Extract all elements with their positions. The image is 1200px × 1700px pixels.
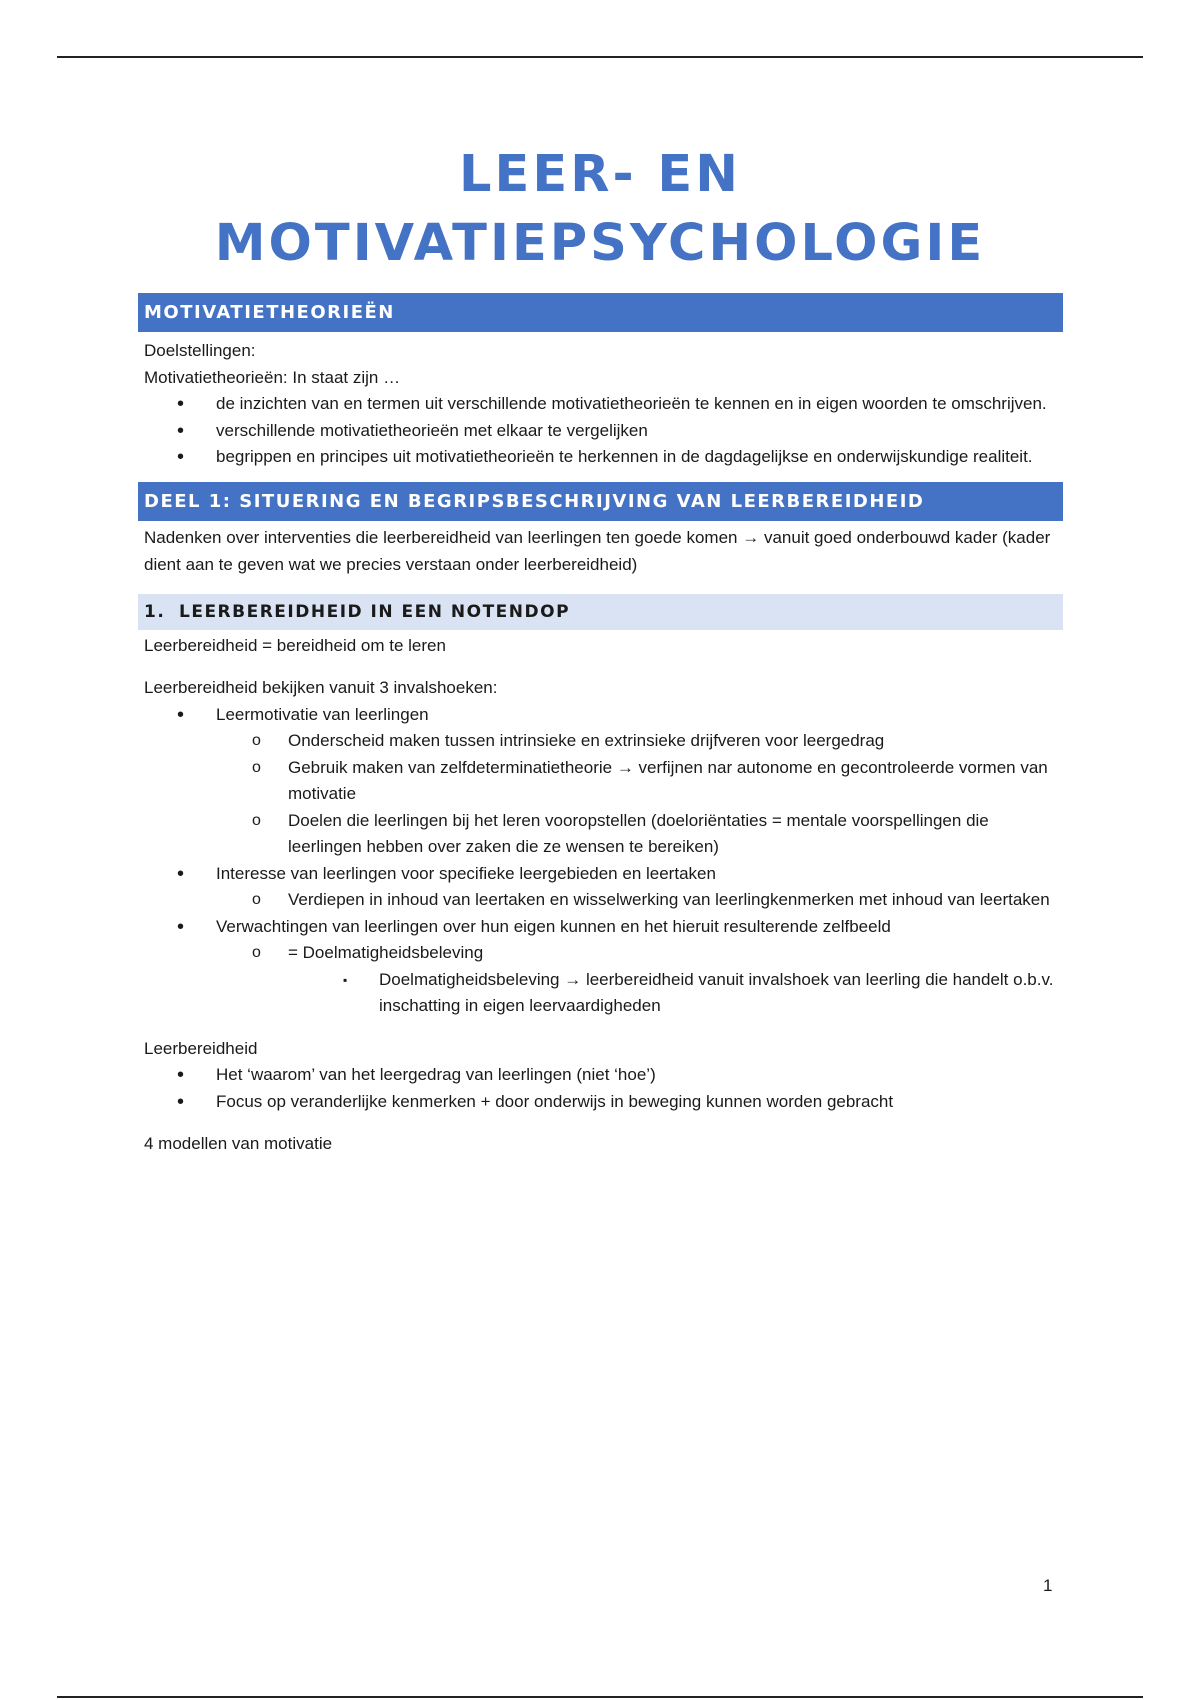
leerbereidheid-label: Leerbereidheid [144, 1038, 258, 1058]
heading-text: LEERBEREIDHEID IN EEN NOTENDOP [179, 601, 571, 622]
heading-notendop [138, 594, 1063, 630]
bullet-icon: • [177, 862, 185, 885]
heading-number: 1. [144, 601, 166, 622]
title-line-2: MOTIVATIEPSYCHOLOGIE [214, 214, 986, 273]
circle-bullet-icon: o [252, 944, 261, 961]
list-item: o Onderscheid maken tussen intrinsieke en extrinsieke drijfveren voor leergedrag [138, 728, 1063, 755]
leerbereidheid-definition: Leerbereidheid = bereidheid om te leren [144, 635, 446, 655]
doelstellingen-label: Doelstellingen: [144, 341, 256, 360]
perspectives-intro: Leerbereidheid bekijken vanuit 3 invalshoeken: [144, 678, 498, 697]
list-item: ▪ Doelmatigheidsbeleving → leerbereidheid vanuit invalshoek van leerling die handelt o.b.v. inschatting in eigen leervaardigheden [138, 967, 1063, 1020]
bullet-icon: • [177, 1064, 185, 1086]
page-number: 1 [1043, 1576, 1053, 1595]
document-title [0, 140, 1200, 278]
square-bullet-icon: ▪ [343, 972, 348, 987]
list-item: • Leermotivatie van leerlingen [138, 702, 1063, 729]
leerbereidheid-list [138, 1062, 1063, 1115]
heading-deel-1: DEEL 1: SITUERING EN BEGRIPSBESCHRIJVING VAN LEERBEREIDHEID [138, 482, 1063, 521]
list-item: o Verdiepen in inhoud van leertaken en wisselwerking van leerlingkenmerken met inhoud van leertaken [138, 887, 1063, 914]
circle-bullet-icon: o [252, 891, 261, 908]
footer-rule [57, 1696, 1143, 1698]
list-item: o Doelen die leerlingen bij het leren vooropstellen (doeloriëntaties = mentale voorspellingen die leerlingen hebben over zaken die ze wensen te bereiken) [138, 808, 1063, 861]
perspectives-list [138, 702, 1063, 1020]
list-item: • de inzichten van en termen uit verschillende motivatietheorieën te kennen en in eigen woorden te omschrijven. [138, 391, 1063, 418]
bullet-icon: • [177, 1090, 185, 1113]
list-item: • verschillende motivatietheorieën met elkaar te vergelijken [138, 418, 1063, 445]
heading-motivatietheorieen: MOTIVATIETHEORIEËN [138, 293, 1063, 332]
list-item: • Interesse van leerlingen voor specifieke leergebieden en leertaken [138, 861, 1063, 888]
list-item: • Focus op veranderlijke kenmerken + door onderwijs in beweging kunnen worden gebracht [138, 1089, 1063, 1116]
document-body [138, 293, 1063, 1158]
list-item: • Verwachtingen van leerlingen over hun eigen kunnen en het hieruit resulterende zelfbeeld [138, 914, 1063, 941]
header-rule [57, 56, 1143, 58]
bullet-icon: • [177, 703, 185, 726]
bullet-icon: • [177, 446, 185, 468]
deel-1-text: Nadenken over interventies die leerbereidheid van leerlingen ten goede komen → vanuit goed onderbouwd kader (kader dient aan te geven wat we precies verstaan onder leerbereidheid) [144, 527, 1051, 574]
circle-bullet-icon: o [252, 758, 261, 776]
circle-bullet-icon: o [252, 811, 261, 829]
list-item: • begrippen en principes uit motivatietheorieën te herkennen in de dagdagelijkse en onderwijskundige realiteit. [138, 444, 1063, 471]
bullet-icon: • [177, 393, 185, 415]
list-item: • Het ‘waarom’ van het leergedrag van leerlingen (niet ‘hoe’) [138, 1062, 1063, 1089]
motivatietheorieen-intro: Motivatietheorieën: In staat zijn … [144, 367, 401, 387]
list-item: o Gebruik maken van zelfdeterminatietheorie → verfijnen nar autonome en gecontroleerde vormen van motivatie [138, 755, 1063, 808]
goals-list [138, 391, 1063, 471]
models-text: 4 modellen van motivatie [144, 1134, 333, 1153]
bullet-icon: • [177, 915, 185, 938]
title-line-1: LEER- EN [459, 145, 741, 204]
bullet-icon: • [177, 419, 185, 442]
list-item: o = Doelmatigheidsbeleving [138, 940, 1063, 967]
circle-bullet-icon: o [252, 732, 261, 749]
